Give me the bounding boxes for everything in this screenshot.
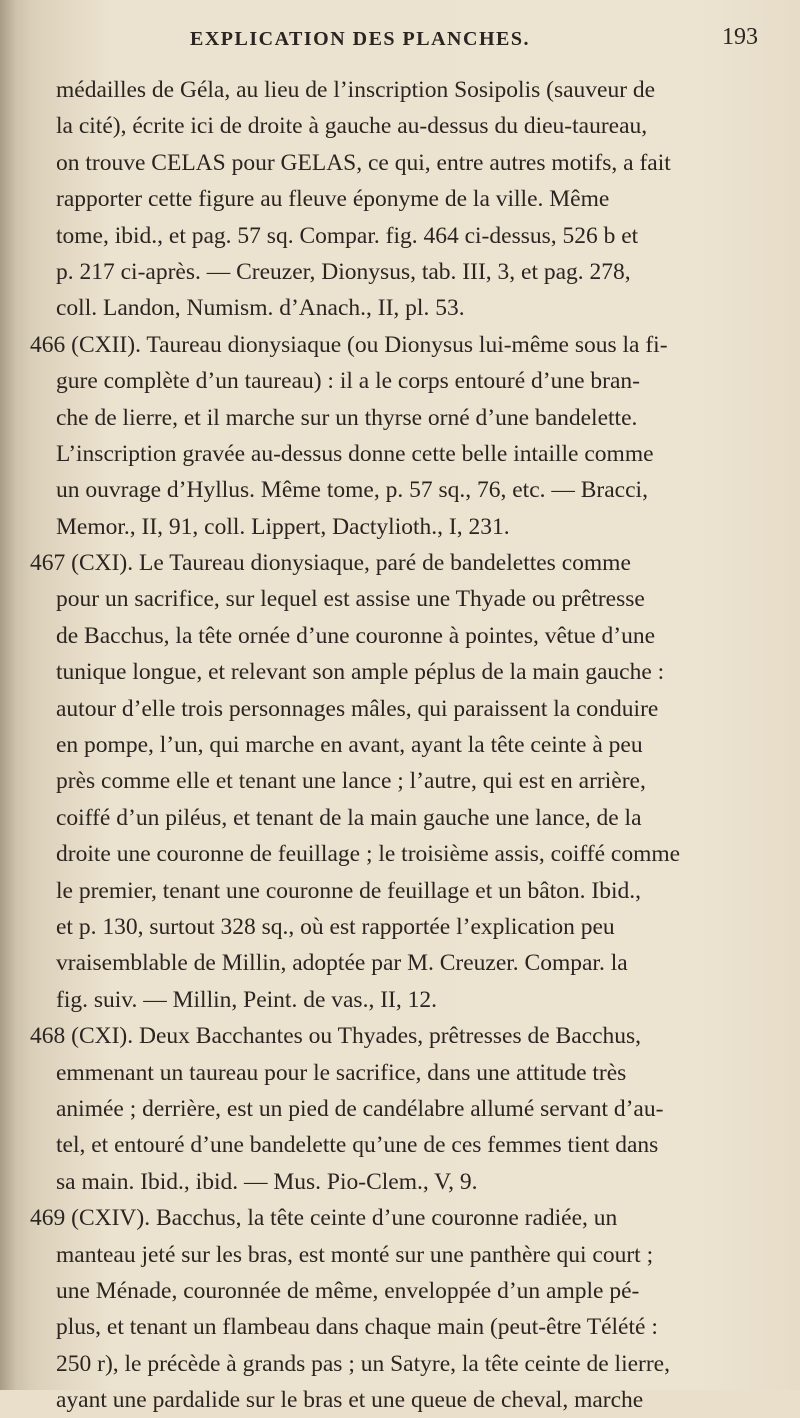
- entry-line: 469 (CXIV). Bacchus, la tête ceinte d’une couronne radiée, un: [30, 1205, 618, 1232]
- text-line: autour d’elle trois personnages mâles, qui paraissent la conduire: [56, 695, 659, 722]
- text-line: une Ménade, couronnée de même, enveloppée d’un ample pé-: [56, 1277, 640, 1304]
- page-header: [0, 20, 800, 60]
- page-gutter-shadow: [0, 0, 28, 1390]
- text-line: rapporter cette figure au fleuve éponyme de la ville. Même: [56, 186, 610, 213]
- entry-line: 466 (CXII). Taureau dionysiaque (ou Dionysus lui-même sous la fi-: [30, 331, 668, 358]
- text-line: gure complète d’un taureau) : il a le corps entouré d’une bran-: [56, 368, 640, 395]
- text-line: sa main. Ibid., ibid. — Mus. Pio-Clem., V, 9.: [56, 1168, 478, 1195]
- text-line: fig. suiv. — Millin, Peint. de vas., II, 12.: [56, 986, 437, 1013]
- text-line: che de lierre, et il marche sur un thyrse orné d’une bandelette.: [56, 404, 638, 431]
- text-line: en pompe, l’un, qui marche en avant, ayant la tête ceinte à peu: [56, 732, 643, 759]
- text-line: plus, et tenant un flambeau dans chaque main (peut-être Télété :: [56, 1314, 658, 1341]
- text-line: emmenant un taureau pour le sacrifice, dans une attitude très: [56, 1059, 627, 1086]
- running-head: EXPLICATION DES PLANCHES.: [190, 28, 530, 50]
- text-line: droite une couronne de feuillage ; le troisième assis, coiffé comme: [56, 841, 681, 868]
- text-line: 250 r), le précède à grands pas ; un Satyre, la tête ceinte de lierre,: [56, 1350, 670, 1377]
- entry-line: 467 (CXI). Le Taureau dionysiaque, paré de bandelettes comme: [30, 550, 631, 577]
- text-line: coiffé d’un piléus, et tenant de la main gauche une lance, de la: [56, 804, 642, 831]
- text-line: pour un sacrifice, sur lequel est assise une Thyade ou prêtresse: [56, 586, 645, 613]
- text-line: animée ; derrière, est un pied de candélabre allumé servant d’au-: [56, 1095, 664, 1122]
- text-line: ayant une pardalide sur le bras et une queue de cheval, marche: [56, 1387, 644, 1414]
- text-line: manteau jeté sur les bras, est monté sur une panthère qui court ;: [56, 1241, 654, 1268]
- text-line: tunique longue, et relevant son ample péplus de la main gauche :: [56, 659, 665, 686]
- text-line: la cité), écrite ici de droite à gauche au-dessus du dieu-taureau,: [56, 113, 648, 140]
- text-line: tome, ibid., et pag. 57 sq. Compar. fig. 464 ci-dessus, 526 b et: [56, 222, 639, 249]
- text-line: près comme elle et tenant une lance ; l’autre, qui est en arrière,: [56, 768, 646, 795]
- text-line: L’inscription gravée au-dessus donne cette belle intaille comme: [56, 440, 654, 467]
- text-line: un ouvrage d’Hyllus. Même tome, p. 57 sq., 76, etc. — Bracci,: [56, 477, 648, 504]
- text-line: Memor., II, 91, coll. Lippert, Dactylioth., I, 231.: [56, 513, 510, 540]
- text-line: on trouve CELAS pour GELAS, ce qui, entre autres motifs, a fait: [56, 149, 671, 176]
- text-line: tel, et entouré d’une bandelette qu’une de ces femmes tient dans: [56, 1132, 659, 1159]
- body-text: [30, 72, 790, 1418]
- text-line: coll. Landon, Numism. d’Anach., II, pl. 53.: [56, 295, 465, 322]
- text-line: et p. 130, surtout 328 sq., où est rapportée l’explication peu: [56, 913, 615, 940]
- text-line: vraisemblable de Millin, adoptée par M. Creuzer. Compar. la: [56, 950, 628, 977]
- page-number: 193: [722, 24, 758, 50]
- text-line: de Bacchus, la tête ornée d’une couronne à pointes, vêtue d’une: [56, 622, 656, 649]
- text-line: médailles de Géla, au lieu de l’inscription Sosipolis (sauveur de: [56, 77, 656, 103]
- text-line: le premier, tenant une couronne de feuillage et un bâton. Ibid.,: [56, 877, 642, 904]
- entry-line: 468 (CXI). Deux Bacchantes ou Thyades, prêtresses de Bacchus,: [30, 1023, 642, 1050]
- text-line: p. 217 ci-après. — Creuzer, Dionysus, tab. III, 3, et pag. 278,: [56, 258, 631, 285]
